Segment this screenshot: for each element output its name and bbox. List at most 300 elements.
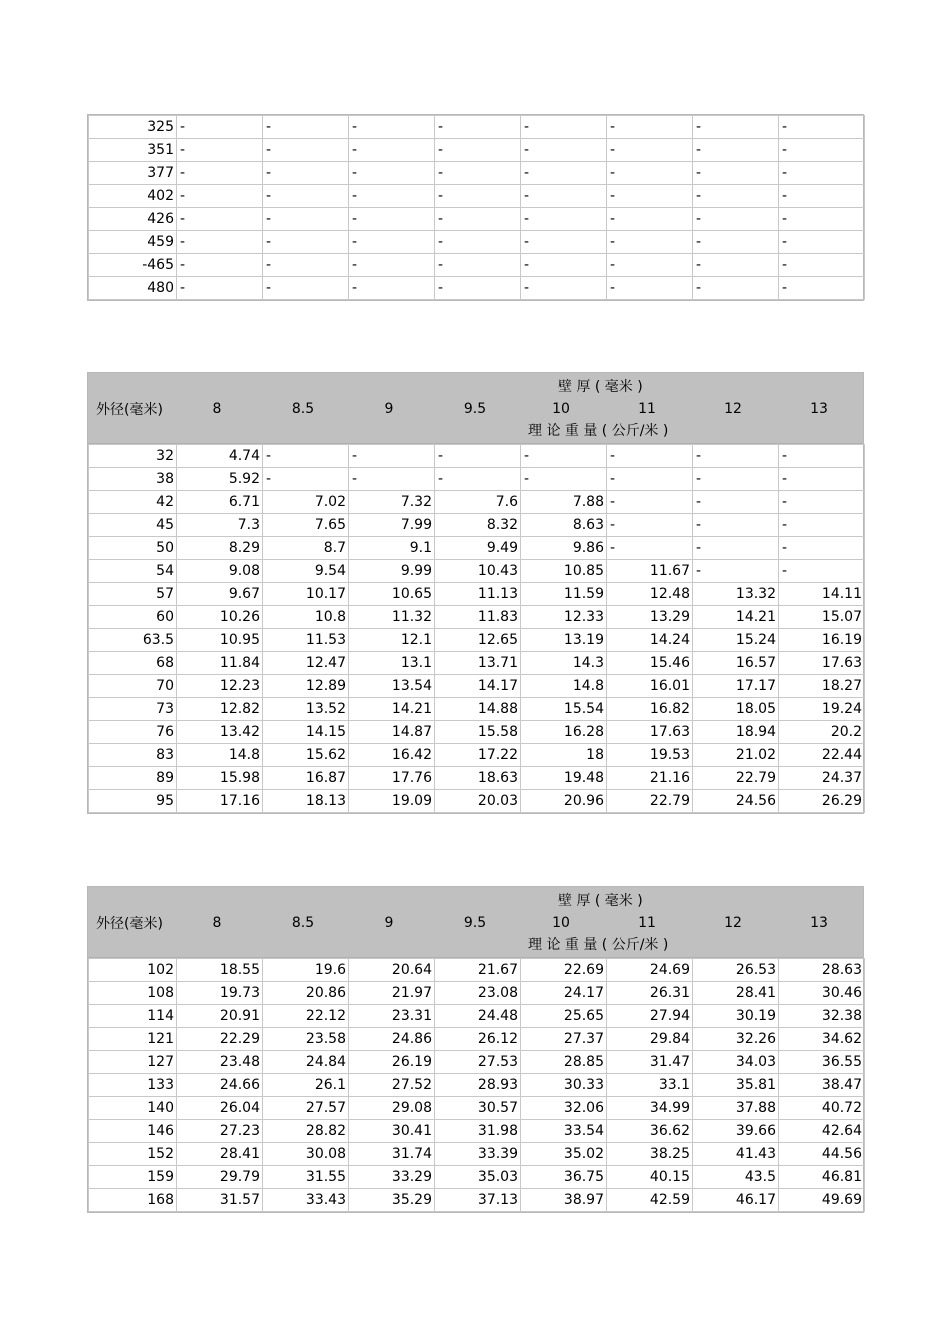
table-row <box>89 254 865 277</box>
weight-cell: 39.66 <box>693 1120 779 1143</box>
weight-cell: 6.71 <box>177 491 263 514</box>
outer-diameter-cell: 108 <box>89 982 177 1005</box>
weight-cell: - <box>521 162 607 185</box>
weight-cell: 33.29 <box>349 1166 435 1189</box>
table-row <box>89 675 865 698</box>
table-row <box>89 982 865 1005</box>
weight-cell: 28.63 <box>779 959 865 982</box>
table-row <box>89 445 865 468</box>
weight-cell: 7.99 <box>349 514 435 537</box>
outer-diameter-cell: 459 <box>89 231 177 254</box>
weight-cell: - <box>607 231 693 254</box>
weight-cell: 35.02 <box>521 1143 607 1166</box>
weight-cell: 14.21 <box>693 606 779 629</box>
outer-diameter-cell: 73 <box>89 698 177 721</box>
weight-cell: 30.08 <box>263 1143 349 1166</box>
weight-cell: - <box>693 254 779 277</box>
weight-cell: - <box>693 185 779 208</box>
thickness-header: 13 <box>810 915 828 931</box>
weight-cell: 17.16 <box>177 790 263 813</box>
outer-diameter-cell: 146 <box>89 1120 177 1143</box>
weight-cell: 29.79 <box>177 1166 263 1189</box>
weight-cell: - <box>607 445 693 468</box>
weight-cell: 37.88 <box>693 1097 779 1120</box>
outer-diameter-cell: 426 <box>89 208 177 231</box>
table-3-grid <box>88 958 865 1212</box>
weight-cell: 31.57 <box>177 1189 263 1212</box>
weight-cell: 46.81 <box>779 1166 865 1189</box>
weight-cell: - <box>521 185 607 208</box>
weight-cell: - <box>607 139 693 162</box>
weight-cell: 32.38 <box>779 1005 865 1028</box>
outer-diameter-cell: 152 <box>89 1143 177 1166</box>
weight-cell: - <box>263 208 349 231</box>
weight-cell: - <box>263 139 349 162</box>
outer-diameter-cell: 50 <box>89 537 177 560</box>
weight-cell: - <box>435 208 521 231</box>
table-row <box>89 1051 865 1074</box>
weight-cell: 26.1 <box>263 1074 349 1097</box>
weight-cell: 11.32 <box>349 606 435 629</box>
weight-cell: 10.95 <box>177 629 263 652</box>
weight-cell: - <box>263 277 349 300</box>
weight-cell: 22.79 <box>693 767 779 790</box>
weight-cell: 26.53 <box>693 959 779 982</box>
outer-diameter-cell: 63.5 <box>89 629 177 652</box>
weight-cell: 9.1 <box>349 537 435 560</box>
weight-cell: 27.57 <box>263 1097 349 1120</box>
weight-cell: - <box>177 162 263 185</box>
weight-cell: 12.33 <box>521 606 607 629</box>
wall-thickness-title: 壁 厚 ( 毫米 ) <box>558 379 643 395</box>
weight-cell: 38.97 <box>521 1189 607 1212</box>
outer-diameter-cell: 68 <box>89 652 177 675</box>
weight-cell: 16.87 <box>263 767 349 790</box>
weight-cell: 24.56 <box>693 790 779 813</box>
table-row <box>89 514 865 537</box>
weight-cell: - <box>263 468 349 491</box>
weight-cell: 36.75 <box>521 1166 607 1189</box>
weight-cell: 43.5 <box>693 1166 779 1189</box>
outer-diameter-cell: 76 <box>89 721 177 744</box>
weight-cell: - <box>693 231 779 254</box>
weight-cell: 9.54 <box>263 560 349 583</box>
weight-cell: 15.98 <box>177 767 263 790</box>
weight-cell: - <box>693 514 779 537</box>
outer-diameter-cell: 133 <box>89 1074 177 1097</box>
weight-cell: - <box>521 116 607 139</box>
table-row <box>89 162 865 185</box>
weight-cell: 12.47 <box>263 652 349 675</box>
thickness-header: 13 <box>810 401 828 417</box>
weight-cell: - <box>779 277 865 300</box>
weight-cell: 23.08 <box>435 982 521 1005</box>
outer-diameter-cell: 114 <box>89 1005 177 1028</box>
weight-cell: 12.48 <box>607 583 693 606</box>
table-1-grid <box>88 115 865 300</box>
weight-cell: 11.83 <box>435 606 521 629</box>
outer-diameter-cell: 57 <box>89 583 177 606</box>
weight-cell: 30.33 <box>521 1074 607 1097</box>
weight-cell: 38.47 <box>779 1074 865 1097</box>
weight-cell: 18.94 <box>693 721 779 744</box>
weight-table-3 <box>87 886 864 1213</box>
weight-cell: 17.22 <box>435 744 521 767</box>
thickness-header: 11 <box>638 401 656 417</box>
weight-cell: 26.19 <box>349 1051 435 1074</box>
weight-cell: 16.42 <box>349 744 435 767</box>
weight-cell: - <box>779 208 865 231</box>
weight-cell: 15.58 <box>435 721 521 744</box>
weight-cell: 7.88 <box>521 491 607 514</box>
weight-cell: 17.76 <box>349 767 435 790</box>
weight-cell: - <box>177 254 263 277</box>
thickness-header: 9 <box>384 401 394 417</box>
weight-cell: 15.54 <box>521 698 607 721</box>
weight-cell: - <box>435 116 521 139</box>
weight-cell: 11.59 <box>521 583 607 606</box>
weight-cell: 4.74 <box>177 445 263 468</box>
weight-cell: - <box>521 139 607 162</box>
weight-cell: 20.91 <box>177 1005 263 1028</box>
weight-cell: 33.1 <box>607 1074 693 1097</box>
weight-cell: 40.72 <box>779 1097 865 1120</box>
weight-cell: - <box>521 277 607 300</box>
table-row <box>89 1120 865 1143</box>
weight-cell: 34.99 <box>607 1097 693 1120</box>
weight-cell: 42.59 <box>607 1189 693 1212</box>
weight-cell: 10.8 <box>263 606 349 629</box>
weight-cell: 13.1 <box>349 652 435 675</box>
weight-cell: 31.47 <box>607 1051 693 1074</box>
table-row <box>89 1005 865 1028</box>
weight-cell: - <box>177 139 263 162</box>
table-2-grid <box>88 444 865 813</box>
weight-cell: 46.17 <box>693 1189 779 1212</box>
weight-cell: 28.85 <box>521 1051 607 1074</box>
weight-cell: 14.21 <box>349 698 435 721</box>
theoretical-weight-title: 理 论 重 量 ( 公斤/米 ) <box>528 937 669 953</box>
weight-cell: - <box>263 162 349 185</box>
weight-cell: 26.12 <box>435 1028 521 1051</box>
outer-diameter-cell: 377 <box>89 162 177 185</box>
table-row <box>89 1189 865 1212</box>
outer-diameter-cell: 83 <box>89 744 177 767</box>
weight-cell: 10.26 <box>177 606 263 629</box>
weight-cell: 35.81 <box>693 1074 779 1097</box>
weight-cell: 7.6 <box>435 491 521 514</box>
weight-cell: 28.82 <box>263 1120 349 1143</box>
thickness-header: 9.5 <box>463 401 487 417</box>
outer-diameter-cell: 402 <box>89 185 177 208</box>
weight-cell: 24.37 <box>779 767 865 790</box>
table-row <box>89 652 865 675</box>
weight-cell: 20.03 <box>435 790 521 813</box>
weight-cell: 26.31 <box>607 982 693 1005</box>
table-row <box>89 231 865 254</box>
thickness-header: 10 <box>552 915 570 931</box>
weight-cell: 8.32 <box>435 514 521 537</box>
weight-cell: 23.48 <box>177 1051 263 1074</box>
table-row <box>89 1143 865 1166</box>
table-row <box>89 208 865 231</box>
weight-cell: 13.29 <box>607 606 693 629</box>
weight-cell: 19.09 <box>349 790 435 813</box>
weight-cell: - <box>693 162 779 185</box>
weight-cell: - <box>349 162 435 185</box>
weight-cell: 20.64 <box>349 959 435 982</box>
table-row <box>89 583 865 606</box>
weight-cell: 10.43 <box>435 560 521 583</box>
weight-cell: 25.65 <box>521 1005 607 1028</box>
weight-cell: 18.27 <box>779 675 865 698</box>
weight-cell: 31.55 <box>263 1166 349 1189</box>
weight-cell: - <box>693 491 779 514</box>
weight-cell: 26.04 <box>177 1097 263 1120</box>
weight-cell: 18.63 <box>435 767 521 790</box>
weight-cell: - <box>435 162 521 185</box>
weight-cell: 27.52 <box>349 1074 435 1097</box>
weight-cell: 44.56 <box>779 1143 865 1166</box>
thickness-header: 8.5 <box>291 401 315 417</box>
outer-diameter-cell: 45 <box>89 514 177 537</box>
weight-cell: 10.17 <box>263 583 349 606</box>
weight-cell: - <box>607 185 693 208</box>
weight-cell: - <box>177 185 263 208</box>
weight-cell: - <box>779 537 865 560</box>
weight-cell: 37.13 <box>435 1189 521 1212</box>
weight-cell: 18.05 <box>693 698 779 721</box>
weight-cell: 29.08 <box>349 1097 435 1120</box>
weight-cell: - <box>779 185 865 208</box>
weight-cell: 32.26 <box>693 1028 779 1051</box>
weight-cell: 24.66 <box>177 1074 263 1097</box>
weight-cell: 15.62 <box>263 744 349 767</box>
weight-cell: 9.08 <box>177 560 263 583</box>
outer-diameter-cell: 70 <box>89 675 177 698</box>
weight-cell: 24.48 <box>435 1005 521 1028</box>
weight-cell: - <box>607 208 693 231</box>
weight-cell: - <box>435 231 521 254</box>
weight-cell: 17.63 <box>607 721 693 744</box>
weight-cell: 27.53 <box>435 1051 521 1074</box>
weight-cell: 10.65 <box>349 583 435 606</box>
weight-cell: - <box>607 162 693 185</box>
weight-cell: - <box>263 445 349 468</box>
weight-cell: 12.65 <box>435 629 521 652</box>
table-row <box>89 698 865 721</box>
outer-diameter-label: 外径(毫米) <box>96 402 163 418</box>
weight-cell: - <box>607 514 693 537</box>
outer-diameter-cell: 32 <box>89 445 177 468</box>
weight-cell: 42.64 <box>779 1120 865 1143</box>
weight-cell: - <box>607 491 693 514</box>
weight-cell: 20.2 <box>779 721 865 744</box>
weight-cell: 23.58 <box>263 1028 349 1051</box>
weight-cell: 11.84 <box>177 652 263 675</box>
weight-cell: 41.43 <box>693 1143 779 1166</box>
weight-cell: 33.54 <box>521 1120 607 1143</box>
weight-cell: 20.96 <box>521 790 607 813</box>
weight-cell: - <box>693 139 779 162</box>
weight-cell: - <box>693 537 779 560</box>
weight-cell: - <box>435 277 521 300</box>
weight-cell: 26.29 <box>779 790 865 813</box>
weight-cell: 17.17 <box>693 675 779 698</box>
weight-cell: 19.53 <box>607 744 693 767</box>
weight-cell: - <box>177 277 263 300</box>
table-row <box>89 277 865 300</box>
weight-cell: 7.65 <box>263 514 349 537</box>
table-row <box>89 629 865 652</box>
outer-diameter-cell: 140 <box>89 1097 177 1120</box>
outer-diameter-cell: 102 <box>89 959 177 982</box>
weight-table-2 <box>87 372 864 814</box>
weight-cell: - <box>521 231 607 254</box>
weight-cell: 19.24 <box>779 698 865 721</box>
weight-cell: 15.46 <box>607 652 693 675</box>
weight-cell: 13.19 <box>521 629 607 652</box>
weight-cell: 24.17 <box>521 982 607 1005</box>
weight-cell: 35.29 <box>349 1189 435 1212</box>
outer-diameter-cell: 95 <box>89 790 177 813</box>
weight-cell: - <box>607 468 693 491</box>
outer-diameter-cell: 159 <box>89 1166 177 1189</box>
weight-cell: 30.57 <box>435 1097 521 1120</box>
table-header <box>88 373 863 444</box>
weight-cell: - <box>779 468 865 491</box>
weight-cell: 49.69 <box>779 1189 865 1212</box>
thickness-header: 9 <box>384 915 394 931</box>
weight-cell: - <box>607 277 693 300</box>
weight-cell: 14.24 <box>607 629 693 652</box>
outer-diameter-cell: 38 <box>89 468 177 491</box>
weight-cell: 34.03 <box>693 1051 779 1074</box>
weight-cell: 15.24 <box>693 629 779 652</box>
weight-cell: 35.03 <box>435 1166 521 1189</box>
outer-diameter-cell: 89 <box>89 767 177 790</box>
weight-cell: 9.49 <box>435 537 521 560</box>
weight-cell: 15.07 <box>779 606 865 629</box>
weight-cell: - <box>349 254 435 277</box>
weight-cell: 14.8 <box>521 675 607 698</box>
weight-cell: 36.62 <box>607 1120 693 1143</box>
weight-cell: 33.43 <box>263 1189 349 1212</box>
weight-cell: 28.41 <box>177 1143 263 1166</box>
weight-cell: 18 <box>521 744 607 767</box>
weight-cell: 19.6 <box>263 959 349 982</box>
weight-cell: - <box>521 468 607 491</box>
table-row <box>89 116 865 139</box>
outer-diameter-cell: 54 <box>89 560 177 583</box>
weight-cell: 5.92 <box>177 468 263 491</box>
weight-cell: 8.7 <box>263 537 349 560</box>
weight-cell: 21.67 <box>435 959 521 982</box>
outer-diameter-cell: 351 <box>89 139 177 162</box>
weight-cell: - <box>435 468 521 491</box>
weight-cell: - <box>263 254 349 277</box>
weight-cell: 27.23 <box>177 1120 263 1143</box>
thickness-header: 12 <box>724 401 742 417</box>
weight-cell: 22.79 <box>607 790 693 813</box>
thickness-header: 8 <box>212 915 222 931</box>
weight-cell: - <box>521 254 607 277</box>
weight-cell: 8.63 <box>521 514 607 537</box>
weight-cell: 11.13 <box>435 583 521 606</box>
weight-cell: 36.55 <box>779 1051 865 1074</box>
weight-cell: 34.62 <box>779 1028 865 1051</box>
weight-cell: - <box>349 231 435 254</box>
weight-cell: 17.63 <box>779 652 865 675</box>
weight-cell: - <box>693 468 779 491</box>
table-row <box>89 1166 865 1189</box>
weight-cell: 30.46 <box>779 982 865 1005</box>
outer-diameter-cell: 325 <box>89 116 177 139</box>
weight-cell: 13.42 <box>177 721 263 744</box>
weight-cell: 12.23 <box>177 675 263 698</box>
table-row <box>89 185 865 208</box>
weight-cell: 13.54 <box>349 675 435 698</box>
weight-cell: 28.93 <box>435 1074 521 1097</box>
weight-cell: 21.16 <box>607 767 693 790</box>
weight-cell: 16.82 <box>607 698 693 721</box>
outer-diameter-cell: 121 <box>89 1028 177 1051</box>
weight-cell: - <box>349 139 435 162</box>
weight-cell: 14.15 <box>263 721 349 744</box>
thickness-header: 12 <box>724 915 742 931</box>
weight-cell: 14.8 <box>177 744 263 767</box>
weight-cell: - <box>607 116 693 139</box>
weight-cell: - <box>693 445 779 468</box>
weight-cell: - <box>779 139 865 162</box>
weight-cell: - <box>521 208 607 231</box>
weight-cell: 24.84 <box>263 1051 349 1074</box>
weight-cell: - <box>263 116 349 139</box>
weight-cell: - <box>435 445 521 468</box>
weight-cell: 14.88 <box>435 698 521 721</box>
weight-cell: 14.11 <box>779 583 865 606</box>
weight-cell: - <box>177 208 263 231</box>
weight-cell: - <box>435 185 521 208</box>
weight-cell: 13.52 <box>263 698 349 721</box>
weight-cell: 20.86 <box>263 982 349 1005</box>
table-row <box>89 537 865 560</box>
table-row <box>89 767 865 790</box>
table-row <box>89 491 865 514</box>
weight-cell: 14.17 <box>435 675 521 698</box>
table-row <box>89 1097 865 1120</box>
thickness-header: 11 <box>638 915 656 931</box>
weight-cell: 22.29 <box>177 1028 263 1051</box>
weight-cell: 14.3 <box>521 652 607 675</box>
weight-cell: 24.86 <box>349 1028 435 1051</box>
weight-cell: 19.48 <box>521 767 607 790</box>
thickness-header: 8 <box>212 401 222 417</box>
weight-cell: - <box>779 560 865 583</box>
outer-diameter-cell: 168 <box>89 1189 177 1212</box>
weight-cell: - <box>693 560 779 583</box>
table-row <box>89 468 865 491</box>
weight-cell: 27.37 <box>521 1028 607 1051</box>
theoretical-weight-title: 理 论 重 量 ( 公斤/米 ) <box>528 423 669 439</box>
outer-diameter-cell: 480 <box>89 277 177 300</box>
weight-cell: 38.25 <box>607 1143 693 1166</box>
weight-cell: 12.82 <box>177 698 263 721</box>
weight-cell: 22.12 <box>263 1005 349 1028</box>
weight-cell: 22.44 <box>779 744 865 767</box>
weight-cell: 22.69 <box>521 959 607 982</box>
weight-cell: - <box>693 116 779 139</box>
